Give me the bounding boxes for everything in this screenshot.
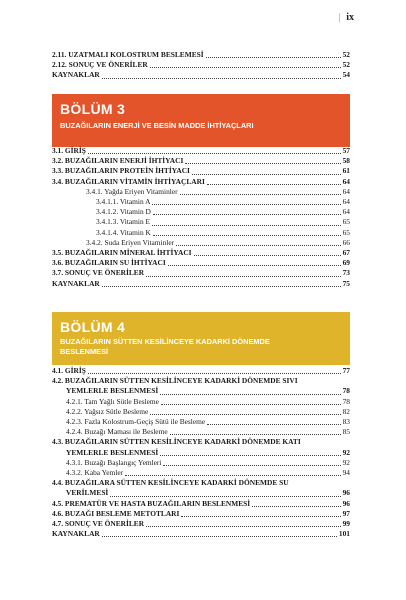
chapter-3-toc bbox=[52, 146, 350, 289]
toc-entry[interactable]: 4.1. GİRİŞ 77 bbox=[52, 366, 350, 375]
toc-entry[interactable]: 4.2. BUZAĞILARIN SÜTTEN KESİLİNCEYE KADARKİ DÖNEMDE SIVI YEMLERLE BESLENMESİ 78 bbox=[52, 376, 350, 396]
chapter-4-title: BÖLÜM 4 bbox=[60, 319, 126, 335]
chapter-3-title: BÖLÜM 3 bbox=[60, 101, 126, 117]
toc-subentry[interactable]: 4.2.3. Fazla Kolostrum-Geçiş Sütü ile Besleme 83 bbox=[66, 417, 350, 427]
running-header bbox=[338, 12, 354, 23]
toc-entry[interactable]: KAYNAKLAR 54 bbox=[52, 70, 350, 80]
toc-subentry[interactable]: 3.4.1.2. Vitamin D 64 bbox=[96, 207, 350, 217]
toc-subentry[interactable]: 4.2.1. Tam Yağlı Sütle Besleme 78 bbox=[66, 396, 350, 406]
toc-entry[interactable]: KAYNAKLAR 101 bbox=[52, 529, 350, 539]
chapter-4-subtitle-line2: BESLENMESİ bbox=[60, 347, 109, 356]
toc-subentry[interactable]: 4.3.2. Kaba Yemler 94 bbox=[66, 468, 350, 478]
toc-entry[interactable]: 3.2. BUZAĞILARIN ENERJİ İHTİYACI 58 bbox=[52, 156, 350, 166]
toc-entry[interactable]: KAYNAKLAR 75 bbox=[52, 278, 350, 288]
chapter-3-banner bbox=[52, 94, 350, 147]
toc-subentry[interactable]: 3.4.1.4. Vitamin K 65 bbox=[96, 227, 350, 237]
toc-entry[interactable]: 4.6. BUZAĞI BESLEME METOTLARI 97 bbox=[52, 508, 350, 518]
toc-subentry[interactable]: 4.2.2. Yağsız Sütle Besleme 82 bbox=[66, 406, 350, 416]
toc-subentry[interactable]: 4.2.4. Buzağı Maması ile Besleme 85 bbox=[66, 427, 350, 437]
chapter-4-toc bbox=[52, 366, 350, 539]
toc-entry[interactable]: 4.4. BUZAĞILARA SÜTTEN KESİLİNCEYE KADARKİ DÖNEMDE SU VERİLMESİ 96 bbox=[52, 478, 350, 498]
header-divider: | bbox=[338, 12, 341, 23]
toc-subentry[interactable]: 3.4.1.1. Vitamin A 64 bbox=[96, 197, 350, 207]
toc-entry[interactable]: 2.12. SONUÇ VE ÖNERİLER 52 bbox=[52, 60, 350, 70]
toc-subentry[interactable]: 3.4.1.3. Vitamin E 65 bbox=[96, 217, 350, 227]
toc-subentry[interactable]: 3.4.2. Suda Eriyen Vitaminler 66 bbox=[86, 237, 350, 247]
toc-entry[interactable]: 4.5. PREMATÜR VE HASTA BUZAĞILARIN BESLENMESİ 96 bbox=[52, 498, 350, 508]
page-number: ix bbox=[346, 12, 354, 23]
chapter-4-banner bbox=[52, 312, 350, 365]
toc-entry[interactable]: 4.7. SONUÇ VE ÖNERİLER 99 bbox=[52, 519, 350, 529]
toc-subentry[interactable]: 4.3.1. Buzağı Başlangıç Yemleri 92 bbox=[66, 457, 350, 467]
toc-entry[interactable]: 3.3. BUZAĞILARIN PROTEİN İHTİYACI 61 bbox=[52, 166, 350, 176]
toc-entry[interactable]: 3.7. SONUÇ VE ÖNERİLER 73 bbox=[52, 268, 350, 278]
toc-entry[interactable]: 3.4. BUZAĞILARIN VİTAMİN İHTİYAÇLARI 64 bbox=[52, 176, 350, 186]
chapter-4-subtitle bbox=[60, 337, 342, 357]
toc-entry[interactable]: 4.3. BUZAĞILARIN SÜTTEN KESİLİNCEYE KADARKİ DÖNEMDE KATI YEMLERLE BESLENMESİ 92 bbox=[52, 437, 350, 457]
chapter-3-subtitle: BUZAĞILARIN ENERJİ VE BESİN MADDE İHTİYAÇLARI bbox=[60, 121, 254, 130]
toc-entry[interactable]: 3.6. BUZAĞILARIN SU İHTİYACI 69 bbox=[52, 258, 350, 268]
toc-entry[interactable]: 3.1. GİRİŞ 57 bbox=[52, 146, 350, 155]
toc-top-section bbox=[52, 50, 350, 81]
chapter-4-subtitle-line1: BUZAĞILARIN SÜTTEN KESİLİNCEYE KADARKİ DÖNEMDE bbox=[60, 337, 270, 346]
toc-entry[interactable]: 3.5. BUZAĞILARIN MİNERAL İHTİYACI 67 bbox=[52, 248, 350, 258]
toc-entry[interactable]: 2.11. UZATMALI KOLOSTRUM BESLEMESİ 52 bbox=[52, 50, 350, 59]
toc-subentry[interactable]: 3.4.1. Yağda Eriyen Vitaminler 64 bbox=[86, 186, 350, 196]
